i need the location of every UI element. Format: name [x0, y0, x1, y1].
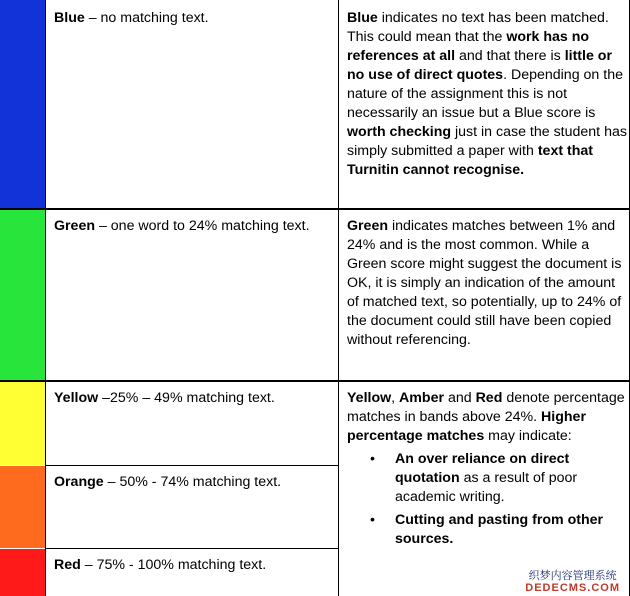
yar-desc-part: denote percentage matches in bands above 24%.	[347, 390, 625, 425]
yar-desc-part: Yellow	[347, 390, 392, 406]
yar-desc-part: ,	[391, 390, 400, 406]
green-desc-part: indicates matches between 1% and 24% and is the most common. While a Green score might suggest the document is OK, it is simply an indication of the amount of matched text, so potentially, up to 24% of the document could still have been copied without referencing.	[347, 218, 622, 348]
blue-desc-part: worth checking	[347, 124, 452, 140]
yar-desc-part: and	[444, 390, 476, 406]
blue-desc-part: . Depending on the nature of the assignment this is not necessarily an issue but a Blue score is	[347, 67, 623, 121]
blue-desc-part: just in case the student has simply submitted a paper with	[347, 124, 627, 159]
divider-row-1	[0, 208, 630, 210]
red-range: – 75% - 100% matching text.	[80, 557, 267, 573]
blue-name: Blue	[54, 10, 85, 26]
list-item-bold: Cutting and pasting from other sources.	[395, 512, 604, 547]
green-range: – one word to 24% matching text.	[95, 218, 310, 234]
blue-label-cell	[54, 9, 334, 28]
indicator-list	[347, 450, 627, 549]
green-name: Green	[54, 218, 96, 234]
green-swatch	[0, 210, 45, 380]
blue-range: – no matching text.	[84, 10, 209, 26]
yellow-swatch	[0, 382, 45, 465]
watermark-logo	[525, 570, 620, 594]
yar-desc-part: may indicate:	[484, 428, 572, 444]
bullet-icon: •	[370, 512, 375, 528]
orange-label-cell	[54, 473, 334, 492]
orange-name: Orange	[54, 474, 104, 490]
yar-description-cell	[347, 389, 627, 549]
divider-row-2	[0, 380, 630, 382]
yar-intro	[347, 389, 627, 446]
divider-swatch-right	[45, 0, 46, 596]
divider-middle	[338, 0, 339, 596]
yellow-label-cell	[54, 389, 334, 408]
list-item	[347, 511, 627, 549]
red-swatch	[0, 549, 45, 596]
divider-row-3	[46, 465, 338, 466]
bullet-icon: •	[370, 451, 375, 467]
blue-desc-part: work has no references at all	[347, 29, 590, 64]
list-item-bold: An over reliance on direct quotation	[395, 451, 570, 486]
blue-swatch	[0, 0, 45, 208]
yellow-range: –25% – 49% matching text.	[98, 390, 275, 406]
divider-row-4	[46, 548, 338, 549]
blue-description-cell	[347, 9, 627, 180]
yellow-name: Yellow	[54, 390, 99, 406]
red-label-cell	[54, 556, 334, 575]
yar-desc-part: Red	[475, 390, 503, 406]
blue-desc-part: and that there is	[455, 48, 565, 64]
blue-desc-part: text that Turnitin cannot recognise.	[347, 143, 594, 178]
green-description-cell	[347, 217, 627, 350]
yar-desc-part: Amber	[399, 390, 444, 406]
green-desc-part: Green	[347, 218, 389, 234]
blue-desc-part: Blue	[347, 10, 378, 26]
yar-desc-part: Higher percentage matches	[347, 409, 586, 444]
blue-desc-part: indicates no text has been matched. This could mean that the	[347, 10, 609, 45]
list-item-text: as a result of poor academic writing.	[395, 470, 578, 505]
green-label-cell	[54, 217, 334, 236]
watermark-cn: 织梦内容管理系统	[528, 570, 617, 582]
orange-range: – 50% - 74% matching text.	[103, 474, 282, 490]
watermark-en: DEDECMS.COM	[525, 582, 620, 594]
list-item	[347, 450, 627, 507]
blue-desc-part: little or no use of direct quotes	[347, 48, 612, 83]
orange-swatch	[0, 466, 45, 548]
red-name: Red	[54, 557, 81, 573]
